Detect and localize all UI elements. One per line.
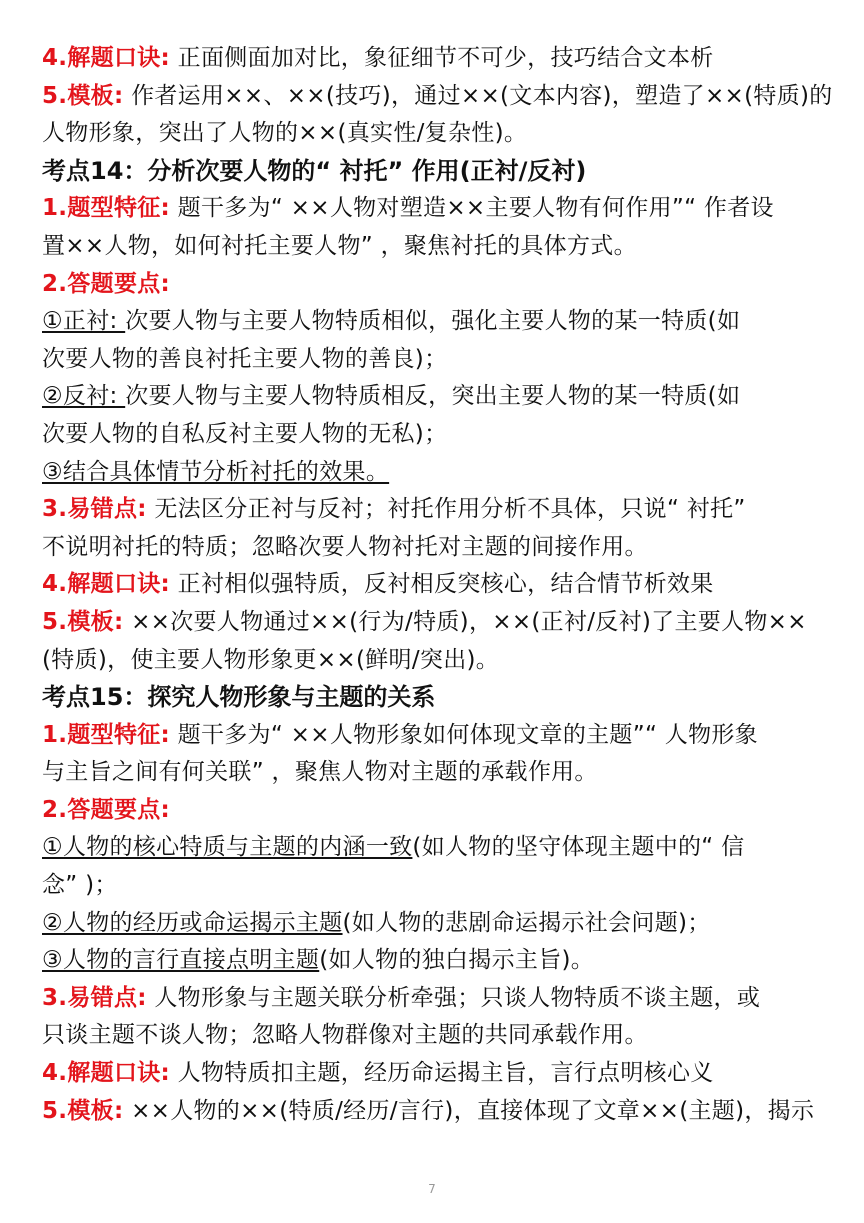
body-text: 人物形象与主题关联分析牵强；只谈人物特质不谈主题，或 — [146, 984, 761, 1011]
feature-line — [42, 717, 826, 755]
template-line — [42, 78, 833, 116]
underlined-term: ①正衬: — [42, 308, 126, 335]
key-point-item — [42, 303, 826, 341]
underlined-term: ②反衬: — [42, 383, 126, 410]
body-text: 不说明衬托的特质；忽略次要人物衬托对主题的间接作用。 — [42, 533, 648, 560]
page-number: 7 — [428, 1182, 436, 1196]
formula-line — [42, 40, 826, 78]
body-text: 置××人物，如何衬托主要人物” ，聚焦衬托的具体方式。 — [42, 232, 637, 259]
body-text: 次要人物的自私反衬主要人物的无私)； — [42, 420, 448, 447]
body-text: (如人物的坚守体现主题中的“ 信 — [412, 834, 745, 861]
template-line — [42, 604, 826, 642]
body-text: 次要人物与主要人物特质相反，突出主要人物的某一特质(如 — [125, 383, 741, 410]
section-heading: 考点14：分析次要人物的“ 衬托” 作用(正衬/反衬) — [42, 156, 587, 185]
body-text: 作者运用××、××(技巧)，通过××(文本内容)，塑造了××(特质)的 — [123, 82, 833, 109]
body-text: 题干多为“ ××人物对塑造××主要人物有何作用”“ 作者设 — [170, 195, 774, 222]
key-point-item — [42, 454, 826, 492]
section-label: 1.题型特征: — [42, 195, 171, 222]
body-text: 次要人物与主要人物特质相似，强化主要人物的某一特质(如 — [125, 308, 741, 335]
pitfall-line — [42, 491, 826, 529]
body-text: 无法区分正衬与反衬；衬托作用分析不具体，只说“ 衬托” — [146, 496, 746, 523]
body-text: 人物形象，突出了人物的××(真实性/复杂性)。 — [42, 120, 528, 147]
body-text: 正衬相似强特质，反衬相反突核心，结合情节析效果 — [170, 571, 714, 598]
section-label: 4.解题口诀: — [42, 571, 171, 598]
section-heading: 考点15：探究人物形象与主题的关系 — [42, 683, 436, 712]
underlined-term: ③人物的言行直接点明主题 — [42, 947, 320, 974]
formula-line — [42, 566, 826, 604]
template-line — [42, 1093, 826, 1131]
key-point-item — [42, 378, 826, 416]
section-label: 2.答题要点: — [42, 270, 171, 297]
body-text: (特质)，使主要人物形象更××(鲜明/突出)。 — [42, 646, 500, 673]
section-label: 1.题型特征: — [42, 721, 171, 748]
key-points-label-line — [42, 266, 826, 304]
body-text: 与主旨之间有何关联” ，聚焦人物对主题的承载作用。 — [42, 759, 598, 786]
key-point-item — [42, 905, 826, 943]
section-label: 3.易错点: — [42, 496, 147, 523]
body-text: 只谈主题不谈人物；忽略人物群像对主题的共同承载作用。 — [42, 1022, 648, 1049]
body-text: (如人物的悲剧命运揭示社会问题)； — [342, 909, 711, 936]
underlined-term: ③结合具体情节分析衬托的效果。 — [42, 458, 390, 485]
document-page — [42, 40, 833, 1130]
section-label: 3.易错点: — [42, 984, 147, 1011]
section-label: 5.模板: — [42, 1097, 124, 1124]
underlined-term: ①人物的核心特质与主题的内涵一致 — [42, 834, 413, 861]
body-text: (如人物的独白揭示主旨)。 — [319, 947, 595, 974]
key-point-item — [42, 942, 826, 980]
underlined-term: ②人物的经历或命运揭示主题 — [42, 909, 343, 936]
formula-line — [42, 1055, 826, 1093]
body-text: 人物特质扣主题，经历命运揭主旨，言行点明核心义 — [170, 1060, 714, 1087]
key-points-label-line — [42, 792, 826, 830]
section-label: 4.解题口诀: — [42, 1060, 171, 1087]
section-label: 2.答题要点: — [42, 796, 171, 823]
body-text: 正面侧面加对比，象征细节不可少，技巧结合文本析 — [170, 45, 714, 71]
section-label: 5.模板: — [42, 82, 124, 109]
body-text: 题干多为“ ××人物形象如何体现文章的主题”“ 人物形象 — [170, 721, 758, 748]
body-text: 次要人物的善良衬托主要人物的善良)； — [42, 345, 448, 372]
section-label: 4.解题口诀: — [42, 45, 171, 71]
body-text: ××次要人物通过××(行为/特质)，××(正衬/反衬)了主要人物×× — [123, 608, 807, 635]
body-text: 念” )； — [42, 872, 118, 899]
section-label: 5.模板: — [42, 608, 124, 635]
body-text: ××人物的××(特质/经历/言行)，直接体现了文章××(主题)，揭示 — [123, 1097, 815, 1124]
pitfall-line — [42, 980, 826, 1018]
feature-line — [42, 190, 826, 228]
key-point-item — [42, 829, 826, 867]
